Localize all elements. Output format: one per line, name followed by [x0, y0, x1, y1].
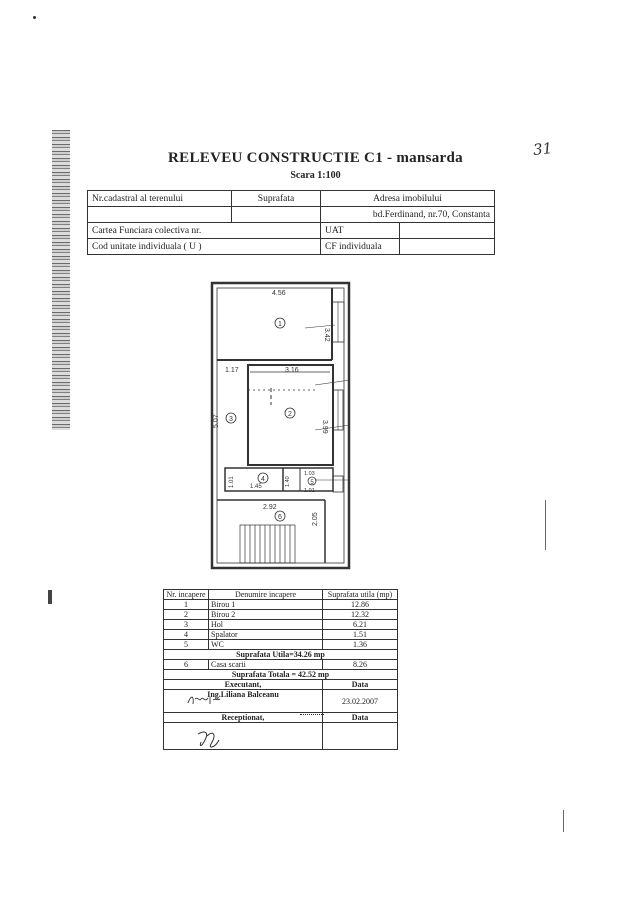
table-cell [164, 723, 323, 750]
dimension-label: 3.42 [323, 328, 330, 342]
cell-nr: 4 [164, 630, 209, 640]
cell-name: Birou 2 [209, 610, 323, 620]
table-cell [400, 223, 495, 239]
header-nr: Nr. incapere [164, 590, 209, 600]
uat-label: UAT [321, 223, 400, 239]
dimension-label: 1.01 [304, 488, 315, 494]
dimension-label: 1.45 [250, 484, 262, 490]
data-label: Data [323, 680, 398, 690]
scan-mark [48, 590, 52, 604]
dimension-label: 1.17 [225, 367, 239, 374]
executant-date: 23.02.2007 [323, 690, 398, 713]
room-number: 3 [229, 416, 233, 423]
table-row [164, 660, 398, 670]
cell-area: 1.51 [323, 630, 398, 640]
cell-area: 8.26 [323, 660, 398, 670]
table-row [88, 223, 495, 239]
cell-name: Birou 1 [209, 600, 323, 610]
table-row [164, 590, 398, 600]
table-cell [88, 207, 232, 223]
cf-individuala-label: CF individuala [321, 239, 400, 255]
room-number: 2 [288, 411, 292, 418]
cell-nr: 5 [164, 640, 209, 650]
scan-line [545, 500, 546, 550]
table-row [88, 239, 495, 255]
wc-block [225, 468, 333, 491]
cell-area: 1.36 [323, 640, 398, 650]
page-number: 31 [532, 139, 553, 159]
cell-nr: 1 [164, 600, 209, 610]
total-area: Suprafata Totala = 42.52 mp [164, 670, 398, 680]
executant-signature [186, 693, 222, 707]
header-area: Suprafata utila (mp) [323, 590, 398, 600]
dimension-label: 3.99 [321, 420, 328, 434]
receptionat-label: Receptionat, [164, 713, 323, 723]
table-row [164, 670, 398, 680]
dotted-line [300, 714, 324, 715]
cell-name: Hol [209, 620, 323, 630]
header-name: Denumire incapere [209, 590, 323, 600]
stairs [240, 525, 295, 563]
cell-area: 12.32 [323, 610, 398, 620]
table-row [164, 620, 398, 630]
cadastral-table [87, 190, 495, 255]
scan-speck [33, 16, 36, 19]
cell-name: WC [209, 640, 323, 650]
surface-header: Suprafata [232, 191, 321, 207]
scan-line [563, 810, 564, 832]
table-cell [323, 723, 398, 750]
dimension-label: 1.40 [285, 476, 291, 487]
cell-area: 6.21 [323, 620, 398, 630]
table-row [88, 191, 495, 207]
cell-area: 12.86 [323, 600, 398, 610]
room-number: 1 [278, 321, 282, 328]
table-row [164, 680, 398, 690]
dimension-label: 1.03 [304, 471, 315, 477]
floor-plan [205, 280, 365, 575]
cell-nr: 2 [164, 610, 209, 620]
dimension-label: 5.07 [213, 414, 220, 428]
table-row [164, 630, 398, 640]
cell-name: Casa scarii [209, 660, 323, 670]
data-label-2: Data [323, 713, 398, 723]
cell-nr: 6 [164, 660, 209, 670]
executant-name: Ing.Liliana Balceanu [164, 690, 323, 713]
table-row [164, 640, 398, 650]
table-row [88, 207, 495, 223]
room-number: 5 [310, 480, 314, 486]
dimension-label: 4.56 [272, 290, 286, 297]
dimension-label: 1.01 [229, 476, 235, 488]
rooms-table [163, 589, 398, 750]
document-title: RELEVEU CONSTRUCTIE C1 - mansarda [168, 150, 463, 166]
dimension-label: 2.92 [263, 504, 277, 511]
table-row [164, 610, 398, 620]
carte-funciara-label: Cartea Funciara colectiva nr. [88, 223, 321, 239]
room-number: 4 [261, 476, 265, 483]
dimension-label: 3.16 [285, 367, 299, 374]
dimension-label: 2.05 [312, 512, 319, 526]
executant-label: Executant, [164, 680, 323, 690]
address-header: Adresa imobilului [321, 191, 495, 207]
useful-area-total: Suprafata Utila=34.26 mp [164, 650, 398, 660]
table-cell [232, 207, 321, 223]
cell-name: Spalator [209, 630, 323, 640]
table-row [164, 713, 398, 723]
table-row [164, 650, 398, 660]
window [333, 476, 343, 492]
cell-nr: 3 [164, 620, 209, 630]
table-cell [400, 239, 495, 255]
receptionat-signature [195, 728, 225, 752]
cadastral-header: Nr.cadastral al terenului [88, 191, 232, 207]
address-value: bd.Ferdinand, nr.70, Constanta [321, 207, 495, 223]
table-row [164, 600, 398, 610]
document-scale: Scara 1:100 [290, 170, 341, 181]
room-number: 6 [278, 514, 282, 521]
cod-unitate-label: Cod unitate individuala ( U ) [88, 239, 321, 255]
